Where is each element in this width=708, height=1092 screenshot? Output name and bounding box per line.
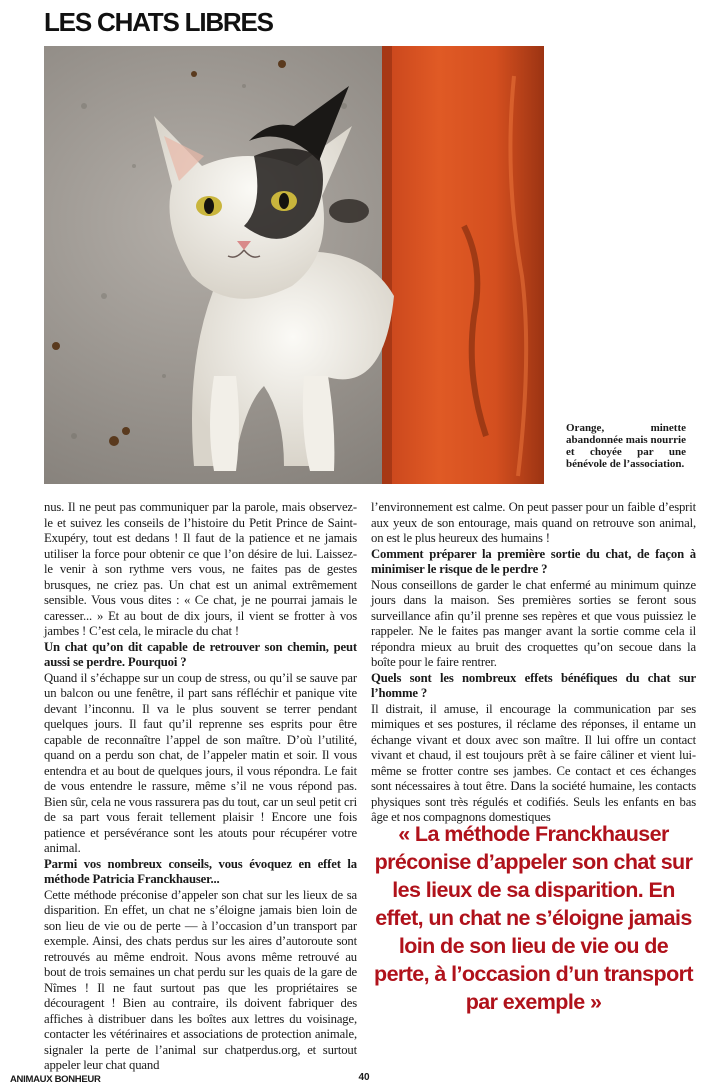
photo-caption: Orange, minette abandonnée mais nourrie et choyée par une bénévole de l’association.	[566, 422, 686, 470]
interview-question: Parmi vos nombreux conseils, vous évoquez en effet la méthode Patricia Franckhauser...	[44, 856, 357, 886]
body-paragraph: Il distrait, il amuse, il encourage la communication par ses mimiques et ses postures, il réclame des réponses, il entame un échange vivant et doux avec son maître. Il lui offre un contact vivant et chaud, il est toujours prêt à se faire câliner et vient lui-même se frotter contre ses jambes. Ce contact et ces échanges sont nécessaires à tout être. Dans la société humaine, les contacts physiques sont très régulés et codifiés. Seuls les enfants en bas âge et nos compagnons domestiques	[371, 701, 696, 824]
page-number: 40	[358, 1072, 370, 1083]
article-column-2	[371, 500, 696, 826]
cat-photo	[44, 46, 544, 484]
magazine-name: ANIMAUX BONHEUR	[10, 1074, 101, 1085]
interview-question: Quels sont les nombreux effets bénéfiques du chat sur l’homme ?	[371, 670, 696, 700]
article-column-1	[44, 500, 357, 1074]
body-paragraph: nus. Il ne peut pas communiquer par la parole, mais observez-le et suivez les conseils de l’histoire du Petit Prince de Saint-Exupéry, tout est dedans ! Il faut de la patience et ne jamais utiliser la force pour obtenir ce que l’on désire de lui. Laissez-le venir à son rythme vers vous, ne faites pas de gestes brusques, ne criez pas. Un chat est un animal extrêmement sensible. Vous vous dites : « Ce chat, je ne pourrai jamais le caresser... » Et au bout de dix jours, il vient se frotter à vos jambes ! C’est cela, le miracle du chat !	[44, 500, 357, 638]
body-paragraph: l’environnement est calme. On peut passer pour un faible d’esprit aux yeux de son entourage, mais quand on retrouve son animal, on est le plus heureux des humains !	[371, 500, 696, 545]
pull-quote: « La méthode Franckhauser préconise d’appeler son chat sur les lieux de sa disparition. En effet, un chat ne s’éloigne jamais loin de son lieu de vie ou de perte, à l’occasion d’un transport par exemple »	[374, 822, 693, 1014]
interview-question: Un chat qu’on dit capable de retrouver son chemin, peut aussi se perdre. Pourquoi ?	[44, 639, 357, 669]
body-paragraph: Quand il s’échappe sur un coup de stress, ou qu’il se sauve par un balcon ou une fenêtre, il part sans réfléchir et panique vite devant l’inconnu. Il va le plus souvent se terrer pendant quelques jours. Il faut qu’il reprenne ses esprits pour être capable de reconnaître l’appel de son maître. D’où l’utilité, quand on a perdu son chat, de l’appeler matin et soir. Il vous entendra et au bout de quelques jours, il vous répondra. Le fait de vous entendre le rassure, même s’il ne vous répond pas. Bien sûr, cela ne vous rassurera pas du tout, car un seul petit cri de sa part vous ferait tellement plaisir ! Encore une fois patience et persévérance sont les atouts pour récupérer votre animal.	[44, 670, 357, 855]
section-rubric: LES CHATS LIBRES	[44, 7, 273, 37]
interview-question: Comment préparer la première sortie du chat, de façon à minimiser le risque de le perdre ?	[371, 546, 696, 576]
body-paragraph: Nous conseillons de garder le chat enfermé au minimum quinze jours dans la maison. Ses premières sorties se feront sous surveillance afin qu’il prenne ses repères et que vous puissiez le rappeler. Ne le faites pas manger avant la sortie comme cela il répondra mieux au bruit des croquettes qu’on secoue dans la boîte pour le faire rentrer.	[371, 577, 696, 669]
body-paragraph: Cette méthode préconise d’appeler son chat sur les lieux de sa disparition. En effet, un chat ne s’éloigne jamais bien loin de son lieu de vie ou de perte — à l’occasion d’un transport par exemple. Ainsi, des chats perdus sur les aires d’autoroute sont retrouvés au même endroit. Nous avons même retrouvé au bout de trois semaines un chat perdu sur les quais de la gare de Nîmes ! Il ne faut surtout pas que les propriétaires se découragent ! Bien au contraire, ils doivent fabriquer des affiches à distribuer dans les boîtes aux lettres du voisinage, contacter les vétérinaires et associations de protection animale, signaler la perte de l’animal sur chatperdus.org, et surtout appeler leur chat quand	[44, 887, 357, 1072]
